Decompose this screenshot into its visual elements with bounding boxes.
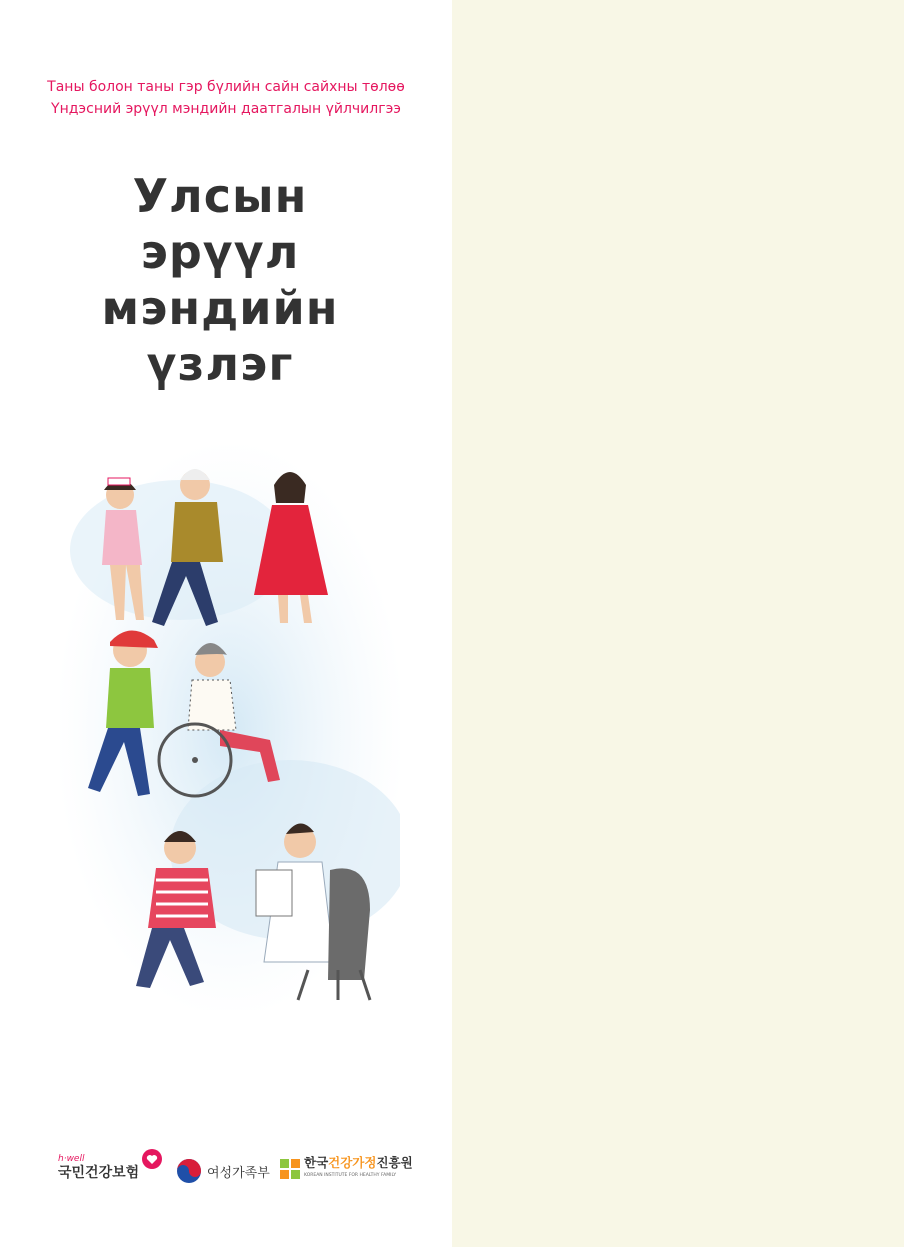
nhis-logo: [58, 1152, 163, 1180]
cover-title: [0, 168, 440, 392]
khealth-logo-text-a: 한국: [304, 1155, 329, 1170]
khealth-logo: [280, 1156, 413, 1182]
tagline-line: Таны болон таны гэр бүлийн сайн сайхны төлөө: [47, 79, 405, 95]
khealth-square-icon: [280, 1159, 300, 1179]
cover-title-line: мэндийн: [101, 281, 339, 335]
health-checkup-illustration: [60, 430, 400, 1010]
cover-title-line: эрүүл: [140, 225, 300, 279]
tagline-line: Үндэсний эрүүл мэндийн даатгалын үйлчилгээ: [51, 101, 401, 117]
taegeuk-icon: [176, 1158, 202, 1184]
tagline: [0, 76, 452, 120]
partner-logos: [58, 1150, 418, 1198]
info-panel: [452, 0, 904, 1247]
khealth-logo-text-c: 진흥원: [376, 1155, 413, 1170]
nhis-logo-text: 국민건강보험: [58, 1165, 140, 1181]
cover-title-line: Улсын: [132, 169, 308, 223]
cover-title-line: үзлэг: [146, 337, 294, 391]
khealth-logo-sub: KOREAN INSTITUTE FOR HEALTHY FAMILY: [304, 1173, 397, 1178]
mogef-logo-text: 여성가족부: [207, 1165, 270, 1181]
nhis-logo-top: h·well: [58, 1154, 85, 1164]
khealth-logo-text-b: 건강가정: [328, 1155, 377, 1170]
nhis-heart-icon: [141, 1148, 163, 1170]
mogef-logo: [176, 1158, 270, 1184]
